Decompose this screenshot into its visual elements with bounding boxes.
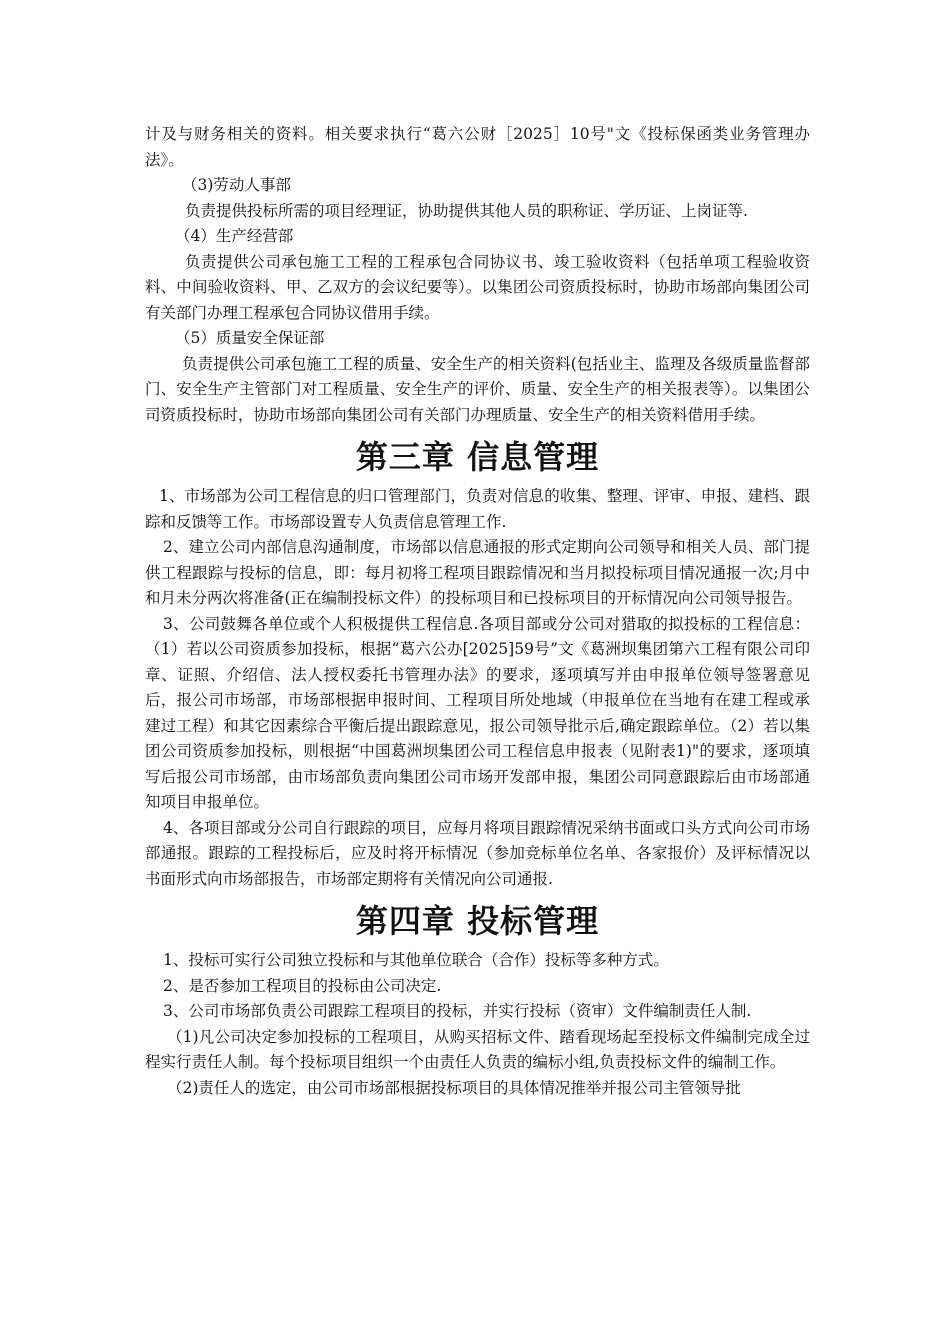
chapter-3-item-4: 4、各项目部或分公司自行跟踪的项目，应每月将项目跟踪情况采纳书面或口头方式向公司市场部通报。跟踪的工程投标后，应及时将开标情况（参加竞标单位名单、各家报价）及评标情况以书面形式向市场部报告，市场部定期将有关情况向公司通报. [145,818,810,888]
paragraph-labor-hr: 负责提供投标所需的项目经理证，协助提供其他人员的职称证、学历证、上岗证等. [185,201,748,220]
paragraph-quality-safety: 负责提供公司承包施工工程的质量、安全生产的相关资料(包括业主、监理及各级质量监督部门、安全生产主管部门对工程质量、安全生产的评价、质量、安全生产的相关报表等）。以集团公司资质投标时，协助市场部向集团公司有关部门办理质量、安全生产的相关资料借用手续。 [145,354,810,424]
chapter-3-title: 第三章 信息管理 [355,438,600,476]
chapter-4-title: 第四章 投标管理 [355,902,600,940]
subheading-quality-safety: （5）质量安全保证部 [175,329,325,347]
chapter-3-item-1: 1、市场部为公司工程信息的归口管理部门，负责对信息的收集、整理、评审、申报、建档、跟踪和反馈等工作。市场部设置专人负责信息管理工作. [145,487,810,531]
paragraph-production: 负责提供公司承包施工工程的工程承包合同协议书、竣工验收资料（包括单项工程验收资料、中间验收资料、甲、乙双方的会议纪要等）。以集团公司资质投标时，协助市场部向集团公司有关部门办理工程承包合同协议借用手续。 [145,252,810,322]
chapter-3-item-2: 2、建立公司内部信息沟通制度，市场部以信息通报的形式定期向公司领导和相关人员、部门提供工程跟踪与投标的信息，即：每月初将工程项目跟踪情况和当月拟投标项目情况通报一次;月中和月未分两次将准备(正在编制投标文件）的投标项目和已投标项目的开标情况向公司领导报告。 [145,538,810,607]
paragraph-finance-tail: 计及与财务相关的资料。相关要求执行“葛六公财［2025］10号"文《投标保函类业务管理办法》。 [145,125,810,169]
document-body [145,122,810,1101]
chapter-4-item-2: 2、是否参加工程项目的投标由公司决定. [163,976,442,995]
subheading-production: （4）生产经营部 [175,227,294,245]
chapter-4-item-1: 1、投标可实行公司独立投标和与其他单位联合（合作）投标等多种方式。 [163,951,669,969]
chapter-4-item-3: 3、公司市场部负责公司跟踪工程项目的投标，并实行投标（资审）文件编制责任人制. [163,1002,752,1020]
chapter-4-item-3-sub-1: （1)凡公司决定参加投标的工程项目，从购买招标文件、踏看现场起至投标文件编制完成全过程实行责任人制。每个投标项目组织一个由责任人负责的编标小组,负责投标文件的编制工作。 [145,1027,810,1071]
chapter-4-item-3-sub-2: （2)责任人的选定，由公司市场部根据投标项目的具体情况推举并报公司主管领导批 [167,1078,741,1097]
chapter-3-item-3: 3、公司鼓舞各单位或个人积极提供工程信息.各项目部或分公司对猎取的拟投标的工程信息：（1）若以公司资质参加投标，根据“葛六公办[2025]59号”文《葛洲坝集团第六工程有限公司印章、证照、介绍信、法人授权委托书管理办法》的要求，逐项填写并由申报单位领导签署意见后，报公司市场部，市场部根据申报时间、工程项目所处地域（申报单位在当地有在建工程或承建过工程）和其它因素综合平衡后提出跟踪意见，报公司领导批示后,确定跟踪单位。（2）若以集团公司资质参加投标，则根据“中国葛洲坝集团公司工程信息申报表（见附表1)"的要求，逐项填写后报公司市场部，由市场部负责向集团公司市场开发部申报，集团公司同意跟踪后由市场部通知项目申报单位。 [145,614,810,811]
subheading-labor-hr: （3)劳动人事部 [182,176,291,194]
